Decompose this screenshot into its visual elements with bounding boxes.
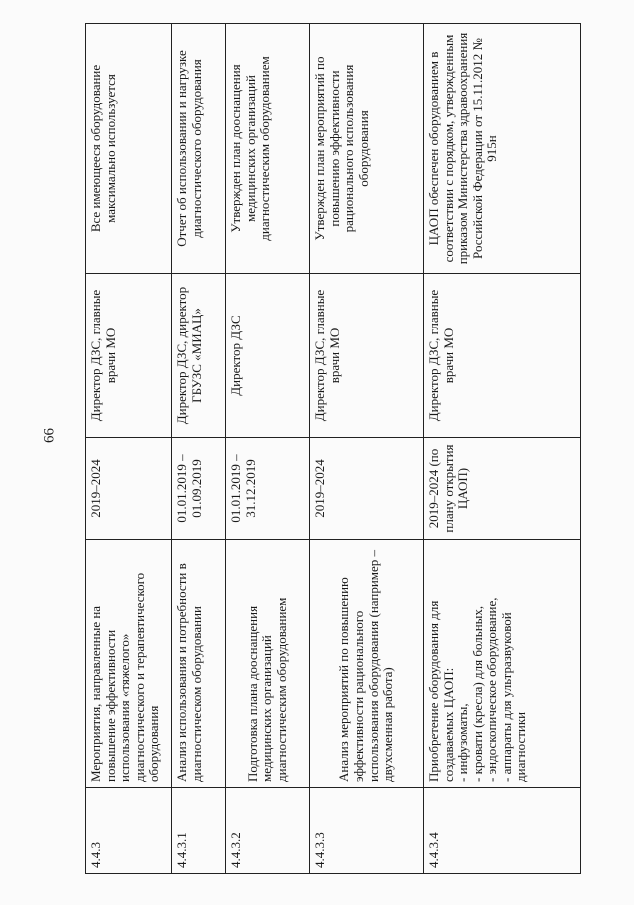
responsible: Директор ДЗС, главные врачи МО: [86, 274, 172, 438]
responsible: Директор ДЗС, главные врачи МО: [424, 274, 581, 438]
activity-name: [424, 540, 581, 788]
expected-result: Утвержден план мероприятий по повышению эффективности рационального использования оборудования: [310, 24, 424, 274]
expected-result: Отчет об использовании и нагрузке диагностического оборудования: [172, 24, 226, 274]
activity-line: - аппараты для ультразвуковой диагностики: [498, 612, 529, 782]
activity-name: Мероприятия, направленные на повышение эффективности использования «тяжелого» диагностического и терапевтического оборудования: [86, 540, 172, 788]
row-number: 4.4.3.4: [424, 788, 581, 874]
deadline: 2019–2024: [310, 438, 424, 540]
deadline: 2019–2024: [86, 438, 172, 540]
activity-line: - кровати (кресла) для больных,: [469, 605, 485, 782]
table-row: [226, 24, 310, 874]
responsible: Директор ДЗС: [226, 274, 310, 438]
expected-result: Утвержден план дооснащения медицинских организаций диагностическим оборудованием: [226, 24, 310, 274]
activity-line: - эндоскопическое оборудование,: [484, 597, 500, 782]
deadline: 2019–2024 (по плану открытия ЦАОП): [424, 438, 581, 540]
activity-name: Анализ использования и потребности в диагностическом оборудовании: [172, 540, 226, 788]
page-number: 66: [41, 428, 58, 443]
expected-result: ЦАОП обеспечен оборудованием в соответствии с порядком, утвержденным приказом Министерства здравоохранения Российской Федерации от 15.11.2012 № 915н: [424, 24, 581, 274]
deadline: 01.01.2019 – 31.12.2019: [226, 438, 310, 540]
expected-result: Все имеющееся оборудование максимально используется: [86, 24, 172, 274]
table-row: [424, 24, 581, 874]
table-row: [310, 24, 424, 874]
row-number: 4.4.3.2: [226, 788, 310, 874]
activity-name: Подготовка плана дооснащения медицинских организаций диагностическим оборудованием: [226, 540, 310, 788]
responsible: Директор ДЗС, директор ГБУЗС «МИАЦ»: [172, 274, 226, 438]
activity-name: Анализ мероприятий по повышению эффективности рационального использования оборудования (например – двухсменная работа): [310, 540, 424, 788]
row-number: 4.4.3.1: [172, 788, 226, 874]
table-row: [86, 24, 172, 874]
row-number: 4.4.3: [86, 788, 172, 874]
activity-line: Приобретение оборудования для создаваемых ЦАОП:: [426, 600, 456, 782]
table-container: [85, 24, 580, 874]
activity-line: - инфузоматы,: [455, 703, 471, 782]
row-number: 4.4.3.3: [310, 788, 424, 874]
responsible: Директор ДЗС, главные врачи МО: [310, 274, 424, 438]
deadline: 01.01.2019 – 01.09.2019: [172, 438, 226, 540]
table-row: [172, 24, 226, 874]
action-plan-table: [85, 23, 581, 874]
